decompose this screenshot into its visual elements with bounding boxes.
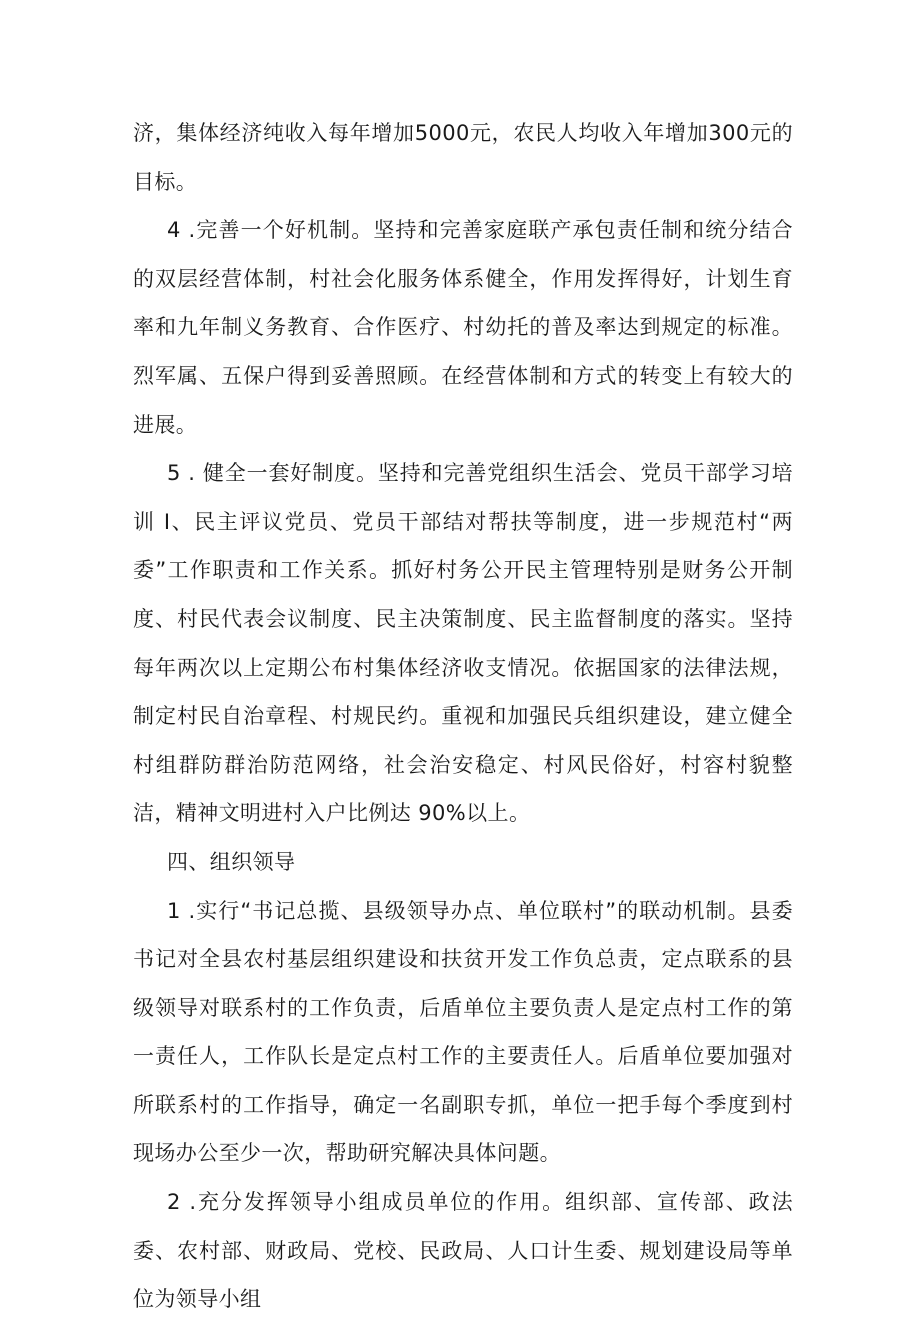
paragraph-section-4-item-2: 2 .充分发挥领导小组成员单位的作用。组织部、宣传部、政法委、农村部、财政局、党校、民政局、人口计生委、规划建设局等单位为领导小组 (133, 1190, 793, 1312)
paragraph-item-4: 4 .完善一个好机制。坚持和完善家庭联产承包责任制和统分结合的双层经营体制，村社会化服务体系健全，作用发挥得好，计划生育率和九年制义务教育、合作医疗、村幼托的普及率达到规定的标准。烈军属、五保户得到妥善照顾。在经营体制和方式的转变上有较大的进展。 (133, 218, 793, 437)
document-page (133, 109, 793, 1324)
section-heading: 四、组织领导 (167, 849, 296, 874)
paragraph-section-4-item-1: 1 .实行“书记总揽、县级领导办点、单位联村”的联动机制。县委书记对全县农村基层组织建设和扶贫开发工作负总责，定点联系的县级领导对联系村的工作负责，后盾单位主要负责人是定点村工作的第一责任人，工作队长是定点村工作的主要责任人。后盾单位要加强对所联系村的工作指导，确定一名副职专抓，单位一把手每个季度到村现场办公至少一次，帮助研究解决具体问题。 (133, 898, 793, 1166)
paragraph-item-5: 5 . 健全一套好制度。坚持和完善党组织生活会、党员干部学习培训 I、民主评议党员、党员干部结对帮扶等制度，进一步规范村“两委”工作职责和工作关系。抓好村务公开民主管理特别是财务公开制度、村民代表会议制度、民主决策制度、民主监督制度的落实。坚持每年两次以上定期公布村集体经济收支情况。依据国家的法律法规，制定村民自治章程、村规民约。重视和加强民兵组织建设，建立健全村组群防群治防范网络，社会治安稳定、村风民俗好，村容村貌整洁，精神文明进村入户比例达 90%以上。 (133, 461, 793, 826)
paragraph-continuation: 济，集体经济纯收入每年增加5000元，农民人均收入年增加300元的目标。 (133, 121, 793, 194)
